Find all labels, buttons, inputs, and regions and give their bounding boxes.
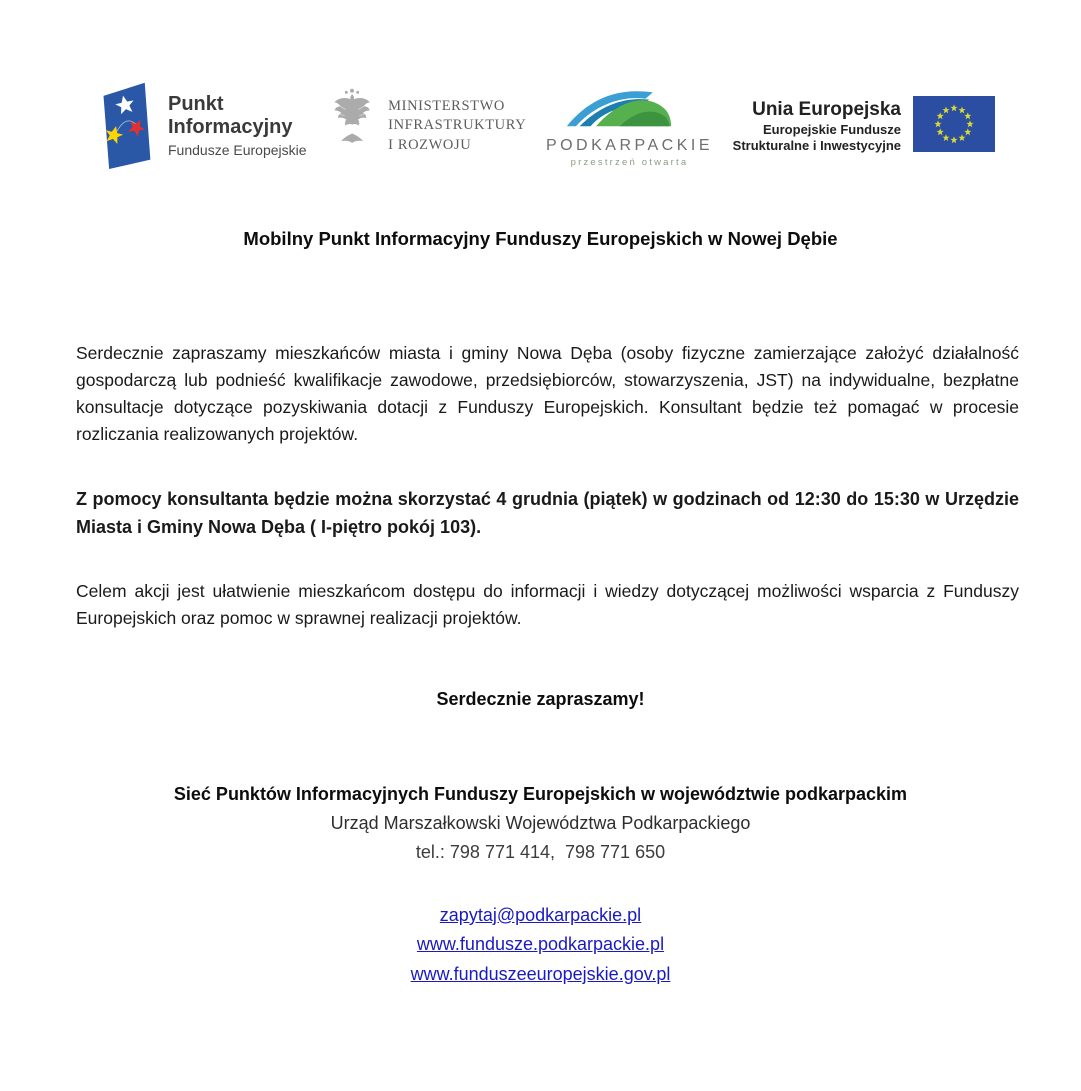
- footer-contact-block: [0, 780, 1081, 866]
- footer-network: Sieć Punktów Informacyjnych Funduszy Europejskich w województwie podkarpackim: [173, 784, 908, 805]
- fundusze-podkarpackie-link[interactable]: www.fundusze.podkarpackie.pl: [416, 934, 665, 955]
- footer-office: Urząd Marszałkowski Województwa Podkarpackiego: [330, 813, 751, 834]
- email-link[interactable]: zapytaj@podkarpackie.pl: [439, 904, 642, 925]
- ministry-line3: I ROZWOJU: [388, 136, 472, 153]
- logo-strip: [96, 76, 995, 176]
- schedule-paragraph: Z pomocy konsultanta będzie można skorzystać 4 grudnia (piątek) w godzinach od 12:30 do 15:30 w Urzędzie Miasta i Gminy Nowa Dęba ( I-piętro pokój 103).: [76, 488, 1019, 538]
- eu-line2: Europejskie Fundusze: [763, 121, 901, 137]
- eu-logo: [733, 96, 995, 157]
- podkarpackie-name: PODKARPACKIE: [545, 137, 714, 154]
- ministry-line1: MINISTERSTWO: [388, 97, 505, 114]
- fundusze-europejskie-link[interactable]: www.funduszeeuropejskie.gov.pl: [410, 964, 671, 985]
- intro-paragraph: Serdecznie zapraszamy mieszkańców miasta i gminy Nowa Dęba (osoby fizyczne zamierzające założyć działalność gospodarczą lub podnieść kwalifikacje zawodowe, przedsiębiorców, stowarzyszenia, JST) na indywidualne, bezpłatne konsultacje dotyczące pozyskiwania dotacji z Funduszy Europejskich. Konsultant będzie też pomagać w procesie rozliczania realizowanych projektów.: [76, 343, 1019, 445]
- page-title: Mobilny Punkt Informacyjny Funduszy Europejskich w Nowej Dębie: [243, 228, 838, 249]
- polish-eagle-icon: [326, 86, 378, 167]
- footer-phone: tel.: 798 771 414, 798 771 650: [415, 841, 666, 862]
- punkt-informacyjny-logo: [96, 78, 307, 175]
- goal-paragraph: Celem akcji jest ułatwienie mieszkańcom dostępu do informacji i wiedzy dotyczącej możliwości wsparcia z Funduszy Europejskich oraz pomoc w sprawnej realizacji projektów.: [76, 581, 1019, 629]
- ministry-line2: INFRASTRUKTURY: [388, 117, 527, 134]
- ministry-logo: [326, 86, 526, 167]
- ministry-label: [388, 97, 526, 156]
- punkt-line1: Punkt: [168, 93, 224, 116]
- eu-line1: Unia Europejska: [752, 98, 901, 120]
- podkarpackie-hills-icon: [565, 84, 693, 135]
- eu-label: [733, 98, 901, 154]
- closing-text: Serdecznie zapraszamy!: [436, 689, 645, 710]
- footer-links: [0, 901, 1081, 990]
- document-page: [0, 76, 1081, 1091]
- document-body: [76, 340, 1019, 632]
- punkt-line3: Fundusze Europejskie: [168, 142, 307, 159]
- podkarpackie-tagline: przestrzeń otwarta: [570, 157, 689, 168]
- eu-funds-flag-icon: [96, 78, 156, 175]
- punkt-informacyjny-label: [168, 93, 307, 158]
- eu-line3: Strukturalne i Inwestycyjne: [732, 137, 901, 153]
- eu-flag-icon: [913, 96, 995, 157]
- punkt-line2: Informacyjny: [168, 115, 293, 138]
- podkarpackie-logo: [546, 84, 713, 168]
